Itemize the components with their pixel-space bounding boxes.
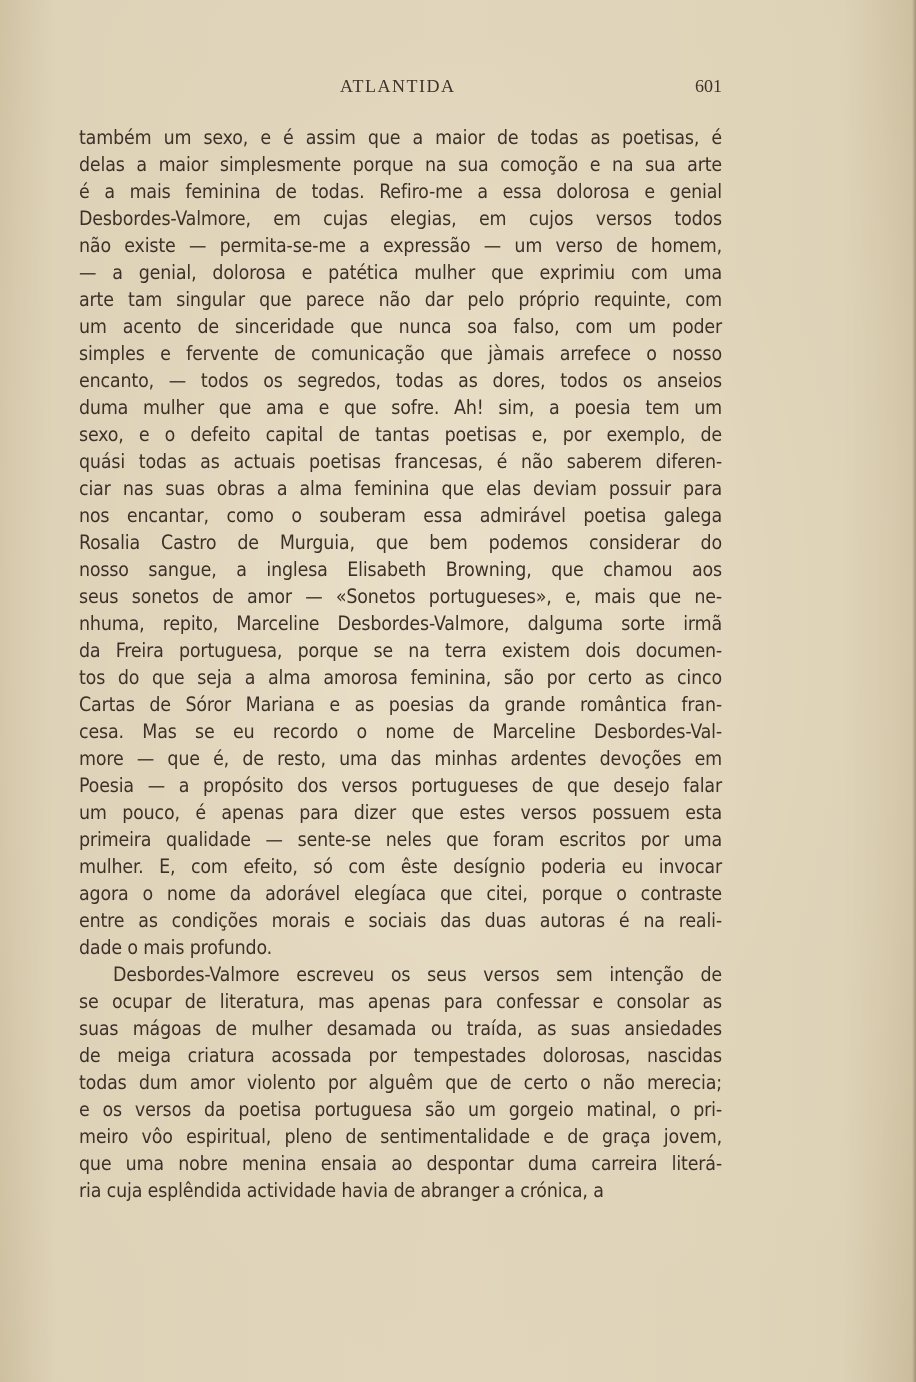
text-line: seus sonetos de amor — «Sonetos portugueses», e, mais que ne- bbox=[79, 585, 722, 608]
page-edge-shadow bbox=[912, 0, 916, 1382]
text-line: meiro vôo espiritual, pleno de sentimentalidade e de graça jovem, bbox=[79, 1125, 722, 1148]
text-line: primeira qualidade — sente-se neles que foram escritos por uma bbox=[79, 828, 722, 851]
text-line: também um sexo, e é assim que a maior de todas as poetisas, é bbox=[79, 126, 722, 149]
paragraph bbox=[79, 124, 722, 961]
text-line: cesa. Mas se eu recordo o nome de Marceline Desbordes-Val- bbox=[79, 720, 722, 743]
text-line: um pouco, é apenas para dizer que estes versos possuem esta bbox=[79, 801, 722, 824]
text-line: dade o mais profundo. bbox=[79, 936, 273, 959]
page-header bbox=[80, 76, 722, 100]
paragraph bbox=[79, 961, 722, 1204]
text-line: nhuma, repito, Marceline Desbordes-Valmore, dalguma sorte irmã bbox=[79, 612, 722, 635]
text-line: simples e fervente de comunicação que jàmais arrefece o nosso bbox=[79, 342, 722, 365]
text-line: da Freira portuguesa, porque se na terra existem dois documen- bbox=[79, 639, 722, 662]
text-line: um acento de sinceridade que nunca soa falso, com um poder bbox=[79, 315, 722, 338]
text-line: entre as condições morais e sociais das duas autoras é na reali- bbox=[79, 909, 722, 932]
text-line: Poesia — a propósito dos versos portugueses de que desejo falar bbox=[79, 774, 722, 797]
text-line: e os versos da poetisa portuguesa são um gorgeio matinal, o pri- bbox=[79, 1098, 722, 1121]
running-title: ATLANTIDA bbox=[340, 76, 456, 96]
text-line: quási todas as actuais poetisas francesas, é não saberem diferen- bbox=[79, 450, 722, 473]
text-line: Cartas de Sóror Mariana e as poesias da grande romântica fran- bbox=[79, 693, 722, 716]
text-line: ciar nas suas obras a alma feminina que elas deviam possuir para bbox=[79, 477, 722, 500]
text-line: Rosalia Castro de Murguia, que bem podemos considerar do bbox=[79, 531, 722, 554]
text-line: more — que é, de resto, uma das minhas ardentes devoções em bbox=[79, 747, 722, 770]
text-line: arte tam singular que parece não dar pelo próprio requinte, com bbox=[79, 288, 722, 311]
text-line: Desbordes-Valmore, em cujas elegias, em cujos versos todos bbox=[79, 207, 722, 230]
text-line: que uma nobre menina ensaia ao despontar duma carreira literá- bbox=[79, 1152, 722, 1175]
text-line: encanto, — todos os segredos, todas as dores, todos os anseios bbox=[79, 369, 722, 392]
text-line: nos encantar, como o souberam essa admirável poetisa galega bbox=[79, 504, 722, 527]
text-line: se ocupar de literatura, mas apenas para confessar e consolar as bbox=[79, 990, 722, 1013]
text-line: Desbordes-Valmore escreveu os seus versos sem intenção de bbox=[113, 963, 722, 986]
text-line: sexo, e o defeito capital de tantas poetisas e, por exemplo, de bbox=[79, 423, 722, 446]
page-number: 601 bbox=[695, 76, 722, 96]
text-line: duma mulher que ama e que sofre. Ah! sim, a poesia tem um bbox=[79, 396, 722, 419]
text-line: nosso sangue, a inglesa Elisabeth Browning, que chamou aos bbox=[79, 558, 722, 581]
text-line: todas dum amor violento por alguêm que de certo o não merecia; bbox=[79, 1071, 722, 1094]
text-line: mulher. E, com efeito, só com êste desígnio poderia eu invocar bbox=[79, 855, 722, 878]
text-line: não existe — permita-se-me a expressão — um verso de homem, bbox=[79, 234, 722, 257]
body-text bbox=[79, 124, 722, 1204]
text-line: tos do que seja a alma amorosa feminina, são por certo as cinco bbox=[79, 666, 722, 689]
text-line: é a mais feminina de todas. Refiro-me a essa dolorosa e genial bbox=[79, 180, 722, 203]
text-line: ria cuja esplêndida actividade havia de abranger a crónica, a bbox=[79, 1179, 604, 1202]
text-line: agora o nome da adorável elegíaca que citei, porque o contraste bbox=[79, 882, 722, 905]
text-line: de meiga criatura acossada por tempestades dolorosas, nascidas bbox=[79, 1044, 722, 1067]
text-line: suas mágoas de mulher desamada ou traída, as suas ansiedades bbox=[79, 1017, 722, 1040]
text-line: delas a maior simplesmente porque na sua comoção e na sua arte bbox=[79, 153, 722, 176]
text-line: — a genial, dolorosa e patética mulher que exprimiu com uma bbox=[79, 261, 722, 284]
